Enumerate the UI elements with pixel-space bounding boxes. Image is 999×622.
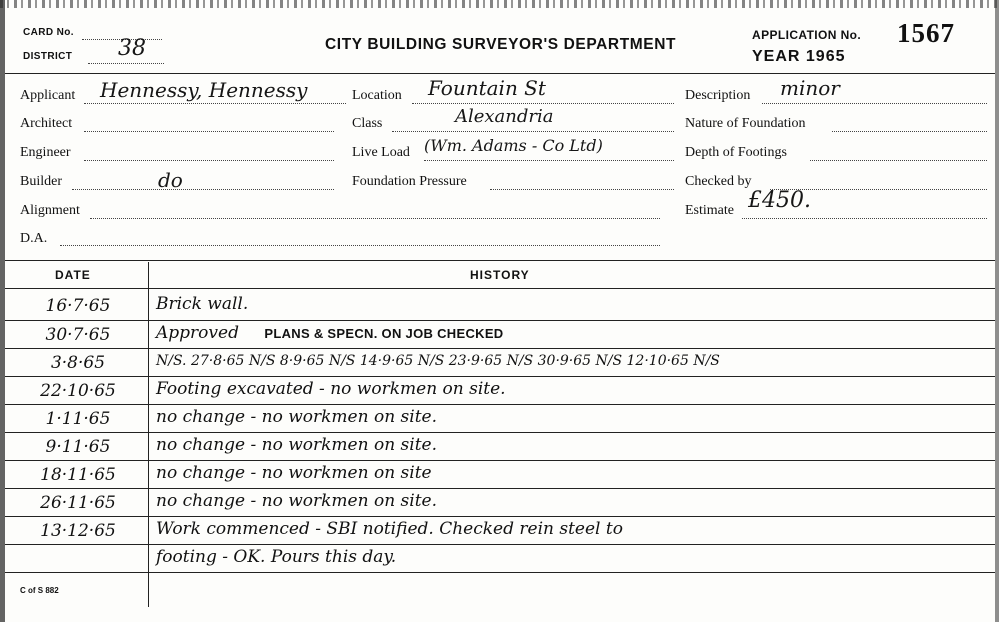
row-rule [5, 320, 995, 321]
estimate-value: £450. [748, 188, 811, 213]
row-date: 30·7·65 [45, 325, 111, 345]
application-label: APPLICATION No. [752, 28, 862, 42]
row-date: 22·10·65 [40, 381, 116, 401]
applicant-line [84, 103, 346, 104]
row-history: no change - no workmen on site. [156, 435, 438, 455]
row-date: 3·8·65 [50, 353, 106, 373]
row-rule [5, 516, 995, 517]
row-rule [5, 376, 995, 377]
district-line [88, 63, 164, 64]
class-value: Alexandria [455, 106, 554, 127]
history-column-header: HISTORY [470, 268, 530, 282]
department-title: CITY BUILDING SURVEYOR'S DEPARTMENT [325, 36, 677, 53]
header-rule [5, 73, 995, 74]
row-history: no change - no workmen on site. [156, 491, 438, 511]
description-value: minor [780, 76, 840, 100]
alignment-line [90, 218, 660, 219]
form-code: C of S 882 [20, 586, 59, 595]
row-date: 18·11·65 [40, 465, 116, 485]
da-line [60, 245, 660, 246]
year-label: YEAR 1965 [752, 48, 846, 65]
description-label: Description [685, 88, 751, 103]
engineer-label: Engineer [20, 145, 71, 160]
alignment-label: Alignment [20, 203, 80, 218]
row-date: 1·11·65 [45, 409, 111, 429]
builder-label: Builder [20, 174, 62, 189]
estimate-label: Estimate [685, 203, 734, 218]
foundation-pressure-line [490, 189, 674, 190]
depth-of-footings-label: Depth of Footings [685, 145, 787, 160]
architect-line [84, 131, 334, 132]
row-rule [5, 460, 995, 461]
row-history: no change - no workmen on site. [156, 407, 438, 427]
district-label: DISTRICT [23, 51, 73, 62]
row-history: N/S. 27·8·65 N/S 8·9·65 N/S 14·9·65 N/S 23·9·65 N/S 30·9·65 N/S 12·10·65 N/S [156, 353, 720, 369]
row-history [156, 323, 503, 343]
table-header-rule [5, 288, 995, 289]
location-value: Fountain St [428, 76, 546, 100]
row-date: 9·11·65 [45, 437, 111, 457]
row-rule [5, 544, 995, 545]
row-history: footing - OK. Pours this day. [156, 547, 397, 567]
builder-value: do [158, 168, 183, 192]
date-column-header: DATE [55, 268, 91, 282]
row-rule [5, 404, 995, 405]
live-load-value: (Wm. Adams - Co Ltd) [424, 136, 603, 155]
foundation-pressure-label: Foundation Pressure [352, 174, 467, 189]
checked-by-label: Checked by [685, 174, 752, 189]
estimate-line [742, 218, 987, 219]
engineer-line [84, 160, 334, 161]
location-label: Location [352, 88, 402, 103]
architect-label: Architect [20, 116, 73, 131]
district-value: 38 [118, 36, 146, 61]
table-top-rule [5, 260, 995, 261]
row-date: 16·7·65 [45, 296, 111, 316]
row-date: 26·11·65 [40, 493, 116, 513]
row-rule [5, 432, 995, 433]
live-load-label: Live Load [352, 145, 410, 160]
row-date: 13·12·65 [40, 521, 116, 541]
class-label: Class [352, 116, 383, 131]
card-left-edge [0, 0, 5, 622]
class-line [392, 131, 674, 132]
location-line [412, 103, 674, 104]
card-no-label: CARD No. [23, 27, 74, 38]
description-line [762, 103, 987, 104]
row-history: Footing excavated - no workmen on site. [156, 379, 506, 399]
nature-line [832, 131, 987, 132]
row-rule [5, 488, 995, 489]
applicant-value: Hennessy, Hennessy [100, 78, 308, 102]
row-history: Work commenced - SBI notified. Checked rein steel to [156, 519, 623, 539]
live-load-line [424, 160, 674, 161]
card-right-edge [995, 0, 999, 622]
nature-of-foundation-label: Nature of Foundation [685, 116, 806, 131]
builder-line [72, 189, 334, 190]
application-number: 1567 [897, 18, 955, 48]
row-history: Brick wall. [156, 294, 249, 314]
torn-top-edge [0, 0, 999, 8]
applicant-label: Applicant [20, 88, 76, 103]
da-label: D.A. [20, 231, 48, 246]
date-column-divider [148, 262, 149, 607]
row-rule [5, 348, 995, 349]
row-history-text: Approved [156, 323, 239, 343]
row-history: no change - no workmen on site [156, 463, 432, 483]
plans-checked-stamp: PLANS & SPECN. ON JOB CHECKED [264, 326, 504, 341]
depth-line [810, 160, 987, 161]
row-rule [5, 572, 995, 573]
